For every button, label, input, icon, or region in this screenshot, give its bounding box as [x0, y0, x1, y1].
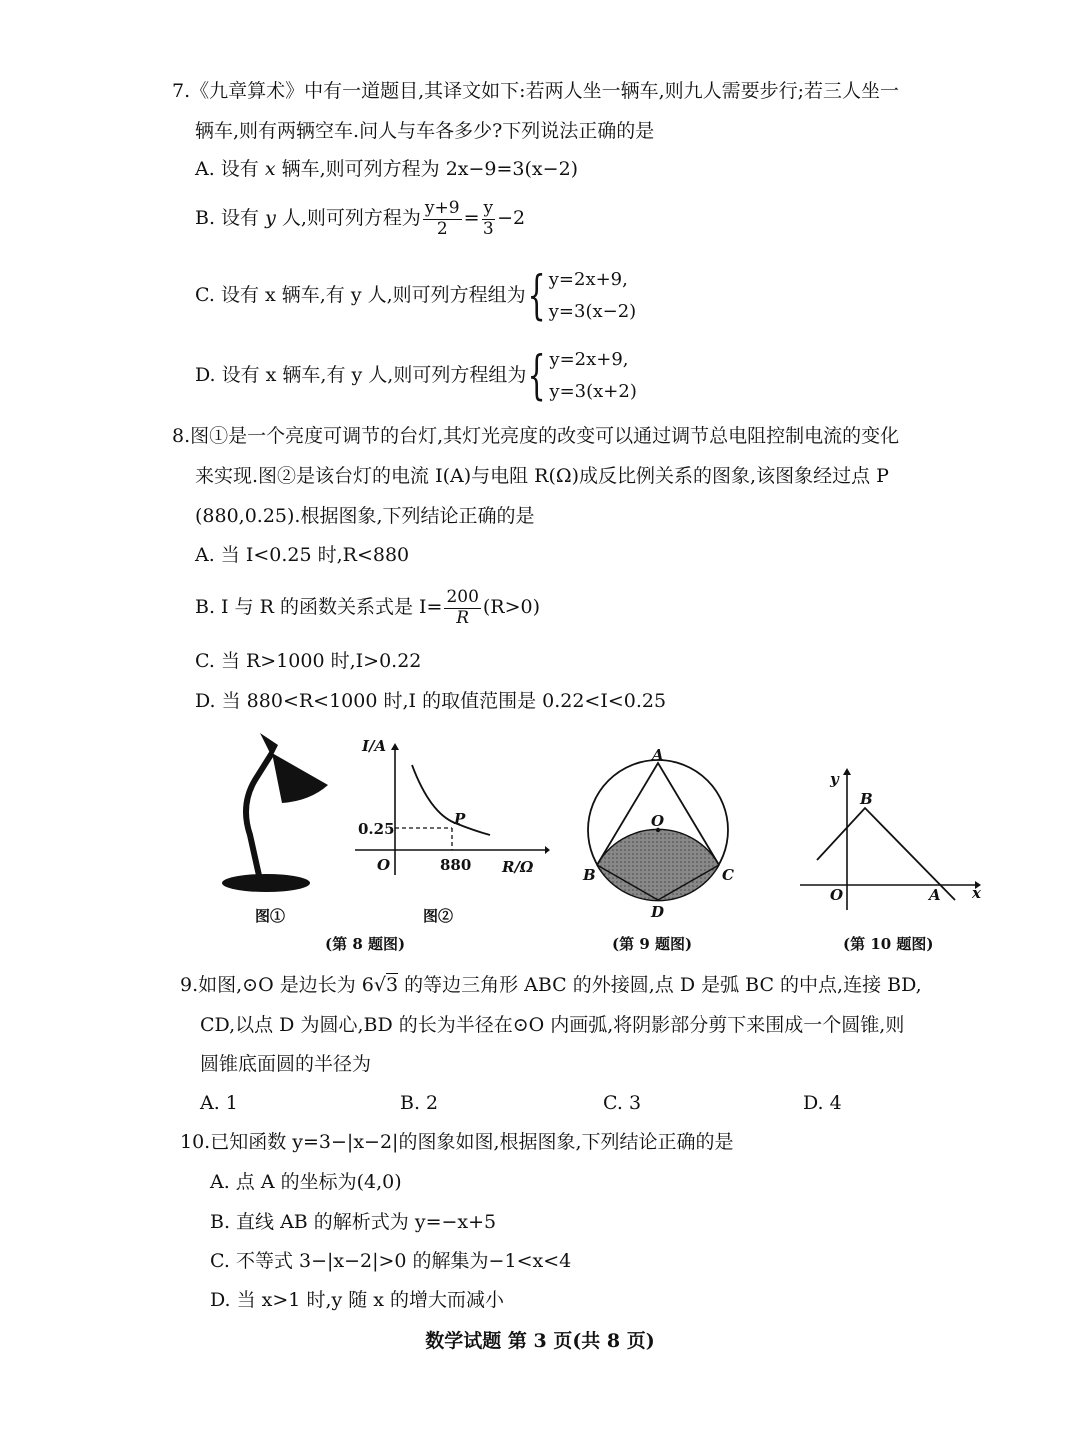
q9-option-b: B. 2: [400, 1092, 439, 1114]
q7-b-mid: 人,则可列方程为: [275, 207, 421, 230]
circle-figure: [580, 745, 740, 915]
q8-b-post: (R>0): [482, 596, 541, 619]
q7-b-frac1: $\frac{y+9}{2}$: [424, 198, 460, 239]
shaded-region: [597, 829, 719, 900]
caption-q8: (第 8 题图): [325, 935, 406, 953]
q7-d-pre: D. 设有 x 辆车,有 y 人,则可列方程组为: [195, 364, 527, 386]
q7-b-tail: −2: [497, 207, 526, 230]
q7-option-d: [195, 344, 637, 407]
q7-option-a: [195, 160, 578, 179]
q8-line2: 来实现.图②是该台灯的电流 I(A)与电阻 R(Ω)成反比例关系的图象,该图象经过点 P: [195, 465, 889, 487]
page-footer: 数学试题 第 3 页(共 8 页): [425, 1330, 655, 1352]
q10-option-a: A. 点 A 的坐标为(4,0): [210, 1171, 402, 1193]
q7-a-var: x: [264, 158, 276, 180]
lamp-shade: [272, 753, 328, 803]
q7-c-pre: C. 设有 x 辆车,有 y 人,则可列方程组为: [195, 284, 526, 306]
q7-b-pre: B. 设有: [195, 207, 260, 230]
q8-option-d: D. 当 880<R<1000 时,I 的取值范围是 0.22<I<0.25: [195, 690, 667, 712]
graph-point-p: P: [454, 810, 466, 828]
q10-option-d: D. 当 x>1 时,y 随 x 的增大而减小: [210, 1289, 505, 1311]
q7-line1: 7.《九章算术》中有一道题目,其译文如下:若两人坐一辆车,则九人需要步行;若三人坐一: [172, 80, 900, 102]
graph-ylabel: I/A: [362, 737, 387, 755]
q9-option-d: D. 4: [803, 1092, 842, 1114]
graph-xlabel: R/Ω: [502, 858, 534, 876]
graph-x-arrow: [545, 846, 550, 854]
q7-d-system: y=2x+9, y=3(x+2): [549, 349, 637, 402]
f10-label-x: x: [972, 884, 981, 902]
q9-line2: CD,以点 D 为圆心,BD 的长为半径在⊙O 内画弧,将阴影部分剪下来围成一个圆锥,则: [200, 1014, 905, 1036]
circle-label-o: O: [651, 812, 665, 830]
q8-option-c: C. 当 R>1000 时,I>0.22: [195, 650, 422, 672]
f10-label-y: y: [830, 770, 839, 788]
caption-q9: (第 9 题图): [612, 935, 693, 953]
f10-label-o: O: [830, 886, 844, 904]
q9-sqrt-value: 3: [385, 974, 399, 996]
q8-line1: 8.图①是一个亮度可调节的台灯,其灯光亮度的改变可以通过调节总电阻控制电流的变化: [172, 425, 900, 447]
q10-option-c: C. 不等式 3−|x−2|>0 的解集为−1<x<4: [210, 1250, 572, 1272]
q7-a-post: 辆车,则可列方程为 2x−9=3(x−2): [275, 158, 579, 180]
graph-y-tick: 0.25: [358, 820, 395, 838]
fig2-label: 图②: [423, 907, 454, 925]
q7-d-brace: {: [527, 345, 546, 406]
circle-label-c: C: [722, 866, 734, 884]
abs-graph: [795, 765, 995, 915]
q9-option-c: C. 3: [603, 1092, 642, 1114]
circle-label-a: A: [652, 746, 664, 764]
q7-c-system: y=2x+9, y=3(x−2): [548, 269, 637, 322]
lamp-base: [222, 874, 310, 892]
q7-b-eq: =: [463, 207, 480, 230]
q8-option-a: A. 当 I<0.25 时,R<880: [195, 544, 410, 566]
caption-q10: (第 10 题图): [843, 935, 934, 953]
q8-line3: (880,0.25).根据图象,下列结论正确的是: [195, 505, 535, 527]
inverse-curve: [412, 765, 490, 835]
q8-option-b: [195, 588, 540, 628]
circle-label-d: D: [651, 903, 665, 921]
q7-option-b: [195, 199, 525, 239]
q7-a-pre: A. 设有: [195, 158, 259, 180]
q10-option-b: B. 直线 AB 的解析式为 y=−x+5: [210, 1211, 497, 1233]
q9-option-a: A. 1: [200, 1092, 238, 1114]
desk-lamp-figure: [210, 725, 340, 895]
circle-label-b: B: [583, 866, 596, 884]
graph-x-tick: 880: [440, 856, 472, 874]
q9-line1: [180, 976, 922, 995]
q7-option-c: [195, 264, 636, 327]
lamp-arm: [246, 753, 272, 880]
q7-b-var: y: [265, 207, 276, 230]
q7-c-brace: {: [527, 265, 546, 326]
fig1-label: 图①: [255, 907, 286, 925]
q8-b-frac: $\frac{200}{R}$: [446, 587, 479, 628]
f10-y-arrow: [843, 768, 851, 775]
q9-line1-pre: 9.如图,⊙O 是边长为 6: [180, 974, 374, 996]
q7-line2: 辆车,则有两辆空车.问人与车各多少?下列说法正确的是: [195, 120, 655, 142]
sqrt-symbol: √: [373, 974, 386, 996]
graph-y-arrow: [391, 743, 399, 750]
q8-b-pre: B. I 与 R 的函数关系式是 I=: [195, 596, 443, 619]
q9-line1-post: 的等边三角形 ABC 的外接圆,点 D 是弧 BC 的中点,连接 BD,: [398, 974, 922, 996]
q10-line1: 10.已知函数 y=3−|x−2|的图象如图,根据图象,下列结论正确的是: [180, 1131, 734, 1153]
f10-label-b: B: [860, 790, 873, 808]
q7-b-frac2: $\frac{y}{3}$: [482, 198, 494, 239]
f10-label-a: A: [929, 886, 941, 904]
q9-line3: 圆锥底面圆的半径为: [200, 1053, 372, 1075]
graph-origin: O: [377, 856, 391, 874]
